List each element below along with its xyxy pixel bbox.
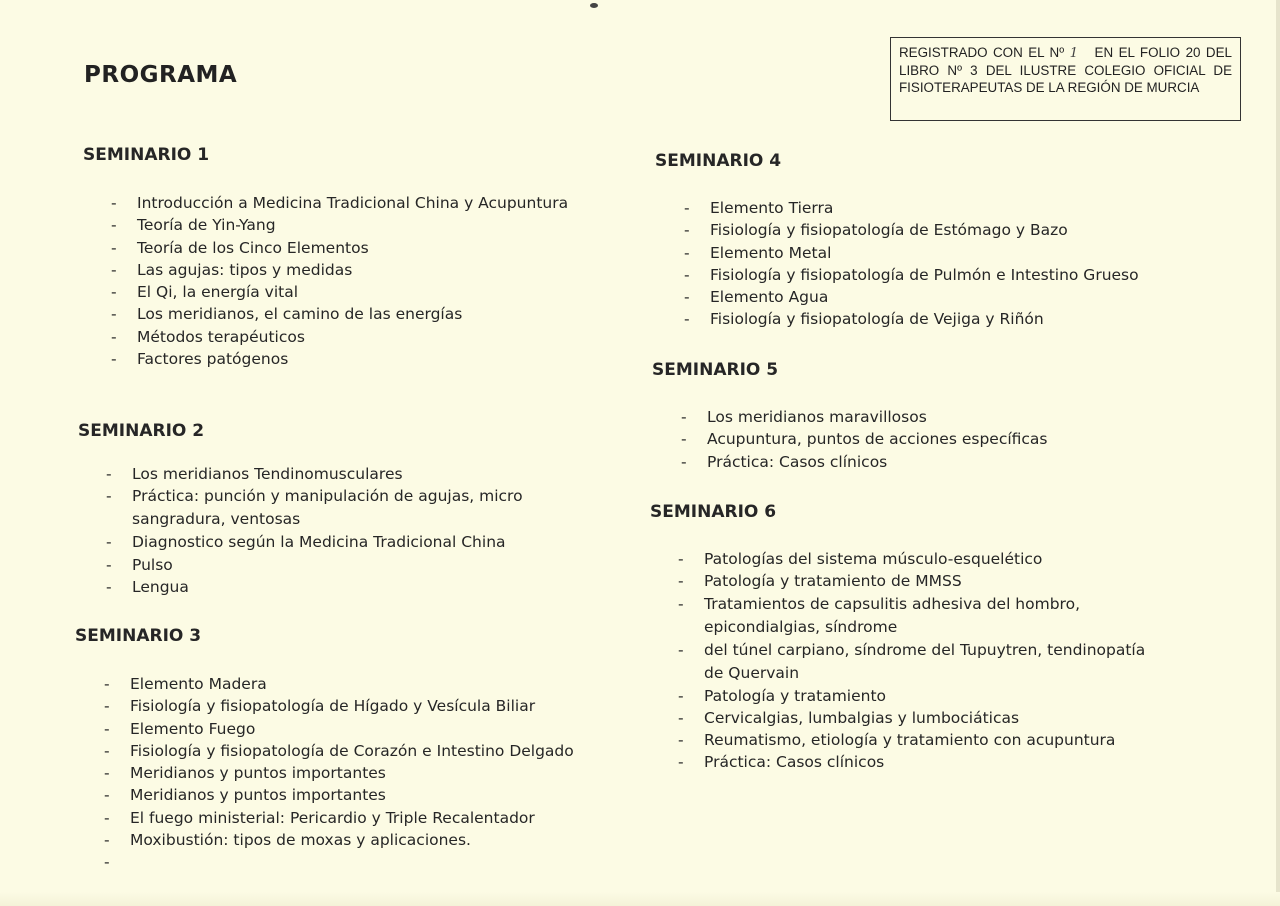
list-item: - Introducción a Medicina Tradicional China y Acupuntura [111,194,569,212]
seminar-6-list [678,548,1164,774]
list-item: - Factores patógenos [111,350,289,369]
list-item: - Cervicalgias, lumbalgias y lumbociáticas [678,708,1020,727]
seminar-2 [78,421,678,598]
list-item: - Elemento Fuego [104,719,256,738]
seminar-6 [650,502,1250,774]
seminar-5-heading: SEMINARIO 5 [652,360,779,380]
registration-number: 1 [1069,46,1079,61]
seminar-6-heading: SEMINARIO 6 [650,502,777,522]
registration-line-2: LIBRO Nº 3 DEL ILUSTRE COLEGIO OFICIAL DE [899,63,1232,78]
list-item: - Teoría de los Cinco Elementos [111,238,369,257]
list-item: - Elemento Madera [104,675,267,693]
list-item: - Fisiología y fisiopatología de Estómago y Bazo [684,221,1068,240]
list-item: - Meridianos y puntos importantes [104,786,386,805]
list-item: - Fisiología y fisiopatología de Hígado y Vesícula Biliar [104,697,536,716]
seminar-3 [75,626,675,872]
registration-line-1 [899,44,1232,62]
registration-line-1-start: REGISTRADO CON EL Nº [899,45,1065,60]
page-bottom-edge [0,892,1280,906]
list-item: - Fisiología y fisiopatología de Pulmón e Intestino Grueso [684,265,1139,284]
list-item: - Elemento Metal [684,243,832,262]
list-item: - Lengua [106,577,189,596]
seminar-5-list [681,406,1252,473]
list-item: - Patologías del sistema músculo-esquelético [678,550,1043,568]
page-title: PROGRAMA [84,62,238,88]
list-item: - Teoría de Yin-Yang [111,216,276,235]
list-item: - Fisiología y fisiopatología de Corazón e Intestino Delgado [104,741,574,760]
list-item: - Elemento Agua [684,288,829,307]
list-item: - Los meridianos Tendinomusculares [106,465,403,483]
seminar-4-list [684,197,1255,331]
list-item: - Meridianos y puntos importantes [104,764,386,783]
seminar-5 [652,360,1252,473]
list-item: - Fisiología y fisiopatología de Vejiga y Riñón [684,310,1044,329]
seminar-2-heading: SEMINARIO 2 [78,421,205,441]
list-item: - Reumatismo, etiología y tratamiento con acupuntura [678,731,1116,750]
list-item: - Diagnostico según la Medicina Tradicional China [106,533,506,552]
list-item: - del túnel carpiano, síndrome del Tupuytren, tendinopatía de Quervain [678,640,1146,682]
list-item: - Los meridianos, el camino de las energías [111,305,463,324]
seminar-1-heading: SEMINARIO 1 [83,145,210,165]
list-item: - Elemento Tierra [684,199,834,217]
list-item: - El fuego ministerial: Pericardio y Triple Recalentador [104,808,535,827]
list-item: - Las agujas: tipos y medidas [111,260,353,279]
list-item: - Moxibustión: tipos de moxas y aplicaciones. [104,831,471,850]
list-item: - Los meridianos maravillosos [681,408,927,426]
seminar-4-heading: SEMINARIO 4 [655,151,782,171]
seminar-1 [83,145,683,370]
list-item: - Patología y tratamiento de MMSS [678,572,962,591]
list-item: - Pulso [106,555,173,574]
seminar-4 [655,151,1255,331]
seminar-3-list: - Elemento Madera - Fisiología y fisiopatología de Hígado y Vesícula Biliar - Elemento Fuego - Fisiología y fisiopatología de Corazón e Intestino Delgado - Meridianos y puntos importantes - Meridianos y puntos importantes - El fuego ministerial: Pericardio y Triple Recalentador - Moxibustión: tipos de moxas y aplicaciones. - [130,673,675,851]
list-item: - Práctica: Casos clínicos [678,753,885,772]
page-edge [1276,0,1280,906]
list-item: - Patología y tratamiento [678,686,887,705]
list-item: - Práctica: Casos clínicos [681,452,888,471]
list-item: - El Qi, la energía vital [111,283,299,302]
seminar-2-list [106,463,532,598]
registration-box [890,37,1241,121]
list-item: - Acupuntura, puntos de acciones específicas [681,430,1048,449]
seminar-3-heading: SEMINARIO 3 [75,626,202,646]
list-item: - Tratamientos de capsulitis adhesiva del hombro, epicondialgias, síndrome [678,594,1080,636]
list-item: - Métodos terapéuticos [111,327,305,346]
registration-line-3: FISIOTERAPEUTAS DE LA REGIÓN DE MURCIA [899,80,1200,95]
seminar-1-list [111,192,683,370]
list-item: - Práctica: punción y manipulación de agujas, micro sangradura, ventosas [106,487,523,529]
registration-line-1-end: EN EL FOLIO 20 DEL [1094,45,1232,60]
punch-mark [590,3,598,8]
